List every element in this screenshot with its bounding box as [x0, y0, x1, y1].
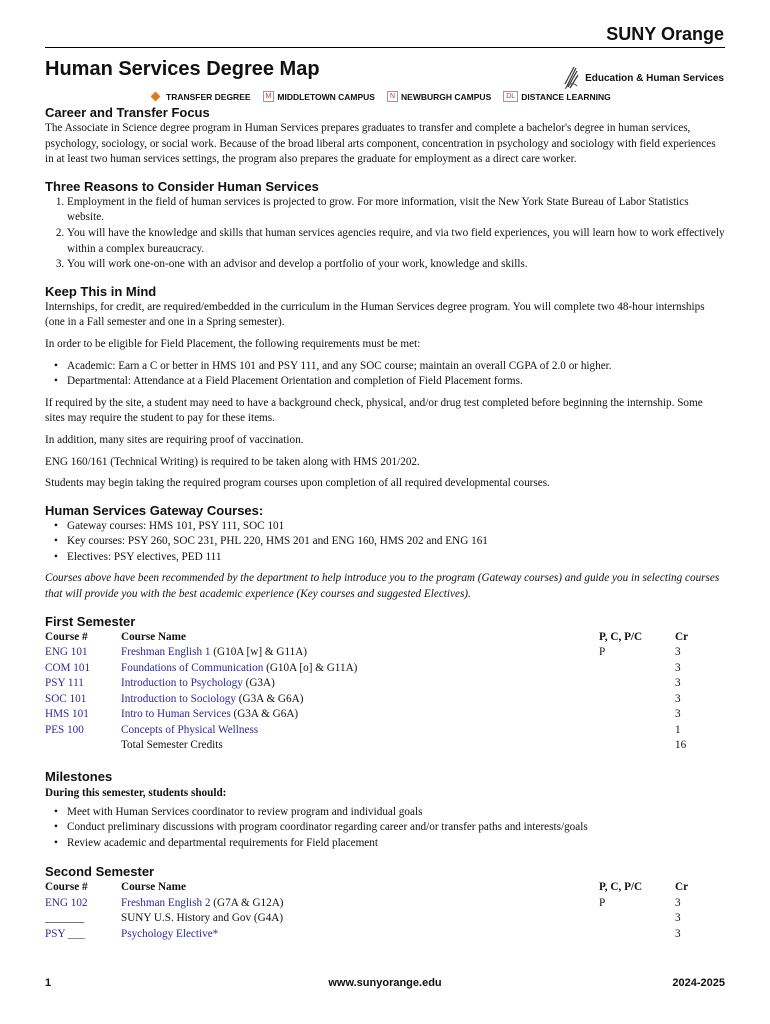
list-item: • Academic: Earn a C or better in HMS 101 and PSY 111, and any SOC course; maintain an overall CGPA of 2.0 or higher.: [67, 359, 725, 375]
transfer-diamond-icon: [151, 92, 161, 102]
table-row: PES 100 Concepts of Physical Wellness 1: [45, 723, 725, 739]
course-code-link[interactable]: SOC 101: [45, 692, 87, 705]
milestones-list: [45, 805, 725, 852]
list-item: 2. You will have the knowledge and skills that human services agencies require, and via two field experiences, you will learn how to work effectively within a complex bureaucracy.: [67, 226, 725, 257]
career-text: The Associate in Science degree program in Human Services prepares graduates to transfer and complete a bachelor's degree in human services, psychology, sociology, or social work. Because of the broad liberal arts component, concentration in psychology and sociology with field experiences in at least two human services settings, the program also prepares the graduate for employment as a direct care worker.: [45, 122, 716, 166]
course-code-link[interactable]: ENG 102: [45, 896, 88, 909]
course-code-link[interactable]: PSY ___: [45, 927, 85, 940]
semester1-table: [45, 630, 725, 754]
middletown-badge-icon: M: [263, 91, 275, 102]
department-label: [563, 66, 724, 90]
gateway-note: Courses above have been recommended by the department to help introduce you to the program (Gateway courses) and guide you in selecting courses that will provide you with the best academic experience (Key courses and suggested Electives).: [45, 572, 720, 601]
department-logo-icon: [563, 66, 579, 90]
distance-badge-icon: DL: [503, 91, 518, 102]
table-row: HMS 101 Intro to Human Services (G3A & G6A) 3: [45, 707, 725, 723]
table-row: PSY 111 Introduction to Psychology (G3A) 3: [45, 676, 725, 692]
course-code-blank: _______: [45, 912, 85, 925]
page-number: 1: [45, 977, 52, 989]
total-row: [45, 738, 725, 754]
list-item: 1. Employment in the field of human services is projected to grow. For more information, visit the New York State Bureau of Labor Statistics website.: [67, 195, 725, 226]
course-code-link[interactable]: COM 101: [45, 661, 91, 674]
semester1-heading: First Semester: [45, 613, 136, 629]
milestones-heading: Milestones: [45, 768, 113, 784]
table-row: SOC 101 Introduction to Sociology (G3A & G6A) 3: [45, 692, 725, 708]
table-row: COM 101 Foundations of Communication (G10A [o] & G11A) 3: [45, 661, 725, 677]
list-item: • Gateway courses: HMS 101, PSY 111, SOC 101: [67, 519, 725, 535]
keep-text: If required by the site, a student may need to have a background check, physical, and/or drug test completed before beginning the internship. Some sites may require the student to pay for these items.: [45, 396, 703, 425]
keep-text: ENG 160/161 (Technical Writing) is required to be taken along with HMS 201/202.: [45, 455, 420, 468]
list-item: 3. You will work one-on-one with an advisor and develop a portfolio of your work, knowledge and skills.: [67, 257, 725, 273]
course-name-link[interactable]: Introduction to Psychology: [121, 677, 243, 690]
legend-newburgh: N NEWBURGH CAMPUS: [387, 91, 491, 102]
table-row: ENG 102 Freshman English 2 (G7A & G12A) P 3: [45, 896, 725, 912]
keep-text: Internships, for credit, are required/embedded in the curriculum in the Human Services degree program. You will complete two 48-hour internships (one in a Fall semester and one in a Spring semester).: [45, 300, 705, 329]
campus-legend: [152, 91, 623, 102]
academic-year: 2024-2025: [672, 977, 725, 989]
table-row: PSY ___ Psychology Elective* 3: [45, 927, 725, 943]
table-row: ENG 101 Freshman English 1 (G10A [w] & G11A) P 3: [45, 645, 725, 661]
course-name-link[interactable]: Intro to Human Services: [121, 708, 231, 721]
requirements-list: [45, 359, 725, 390]
course-code-link[interactable]: HMS 101: [45, 708, 89, 721]
course-name-link[interactable]: Foundations of Communication: [121, 661, 264, 674]
course-name-link[interactable]: Freshman English 2: [121, 896, 211, 909]
legend-transfer: TRANSFER DEGREE: [152, 92, 251, 102]
newburgh-badge-icon: N: [387, 91, 398, 102]
course-name: SUNY U.S. History and Gov (G4A): [121, 912, 284, 925]
semester2-table: [45, 880, 725, 942]
gateway-list: [45, 519, 725, 566]
keep-heading: Keep This in Mind: [45, 283, 157, 299]
list-item: • Departmental: Attendance at a Field Placement Orientation and completion of Field Placement forms.: [67, 374, 725, 390]
list-item: • Electives: PSY electives, PED 111: [67, 550, 725, 566]
brand-name: SUNY Orange: [606, 24, 724, 44]
table-header-row: Course # Course Name P, C, P/C Cr: [45, 630, 689, 643]
course-name-link[interactable]: Freshman English 1: [121, 646, 211, 659]
department-name: Education & Human Services: [585, 72, 724, 84]
course-code-link[interactable]: ENG 101: [45, 646, 88, 659]
gateway-heading: Human Services Gateway Courses:: [45, 502, 264, 518]
total-credits: 16: [675, 739, 687, 752]
list-item: • Review academic and departmental requirements for Field placement: [67, 836, 725, 852]
table-row: _______ SUNY U.S. History and Gov (G4A) 3: [45, 911, 725, 927]
table-header-row: Course # Course Name P, C, P/C Cr: [45, 881, 689, 894]
course-code-link[interactable]: PES 100: [45, 723, 84, 736]
total-label: Total Semester Credits: [121, 739, 223, 752]
career-heading: Career and Transfer Focus: [45, 105, 210, 120]
course-name-link[interactable]: Introduction to Sociology: [121, 692, 236, 705]
header-divider: [45, 47, 725, 48]
list-item: • Key courses: PSY 260, SOC 231, PHL 220, HMS 201 and ENG 160, HMS 202 and ENG 161: [67, 534, 725, 550]
list-item: • Meet with Human Services coordinator to review program and individual goals: [67, 805, 725, 821]
course-name-link[interactable]: Concepts of Physical Wellness: [121, 723, 259, 736]
list-item: • Conduct preliminary discussions with program coordinator regarding career and/or transfer paths and interests/goals: [67, 820, 725, 836]
semester2-heading: Second Semester: [45, 864, 155, 880]
course-name-link[interactable]: Psychology Elective*: [121, 927, 219, 940]
reasons-heading: Three Reasons to Consider Human Services: [45, 178, 319, 194]
legend-middletown: M MIDDLETOWN CAMPUS: [263, 91, 375, 102]
page-title: Human Services Degree Map: [45, 58, 320, 80]
website-link[interactable]: www.sunyorange.edu: [328, 977, 442, 989]
keep-text: Students may begin taking the required program courses upon completion of all required developmental courses.: [45, 477, 550, 490]
milestones-subheading: During this semester, students should:: [45, 786, 227, 799]
reasons-list: [45, 195, 725, 273]
course-code-link[interactable]: PSY 111: [45, 677, 84, 690]
legend-distance: DL DISTANCE LEARNING: [503, 91, 611, 102]
keep-text: In addition, many sites are requiring proof of vaccination.: [45, 433, 304, 446]
keep-text: In order to be eligible for Field Placement, the following requirements must be met:: [45, 337, 421, 350]
